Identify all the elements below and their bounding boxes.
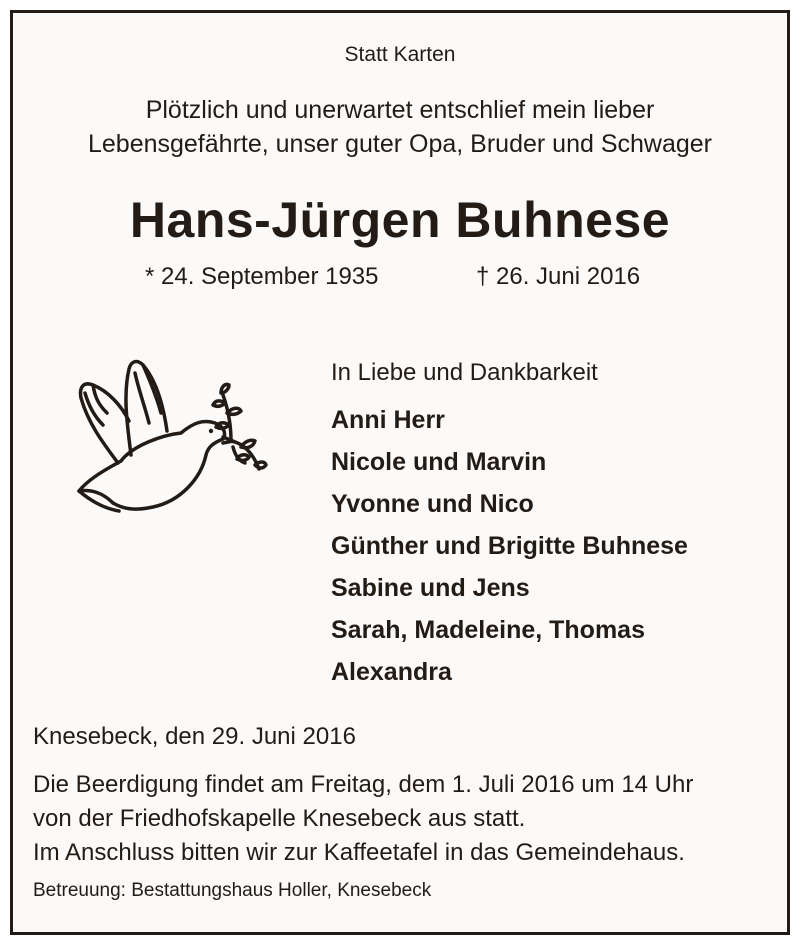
thanks-line: In Liebe und Dankbarkeit <box>331 359 598 386</box>
family-member: Anni Herr <box>331 406 445 434</box>
family-member: Sabine und Jens <box>331 574 530 602</box>
funeral-info <box>33 768 693 870</box>
birth-date: * 24. September 1935 <box>145 263 379 290</box>
dove-icon <box>63 343 268 523</box>
family-member: Yvonne und Nico <box>331 490 534 518</box>
intro-text <box>13 93 787 161</box>
intro-line: Plötzlich und unerwartet entschlief mein lieber <box>145 96 655 124</box>
family-member: Günther und Brigitte Buhnese <box>331 532 688 560</box>
header-text: Statt Karten <box>344 43 456 66</box>
family-member: Sarah, Madeleine, Thomas <box>331 616 645 644</box>
family-list <box>331 399 688 693</box>
place-date: Knesebeck, den 29. Juni 2016 <box>33 723 356 750</box>
deceased-name: Hans-Jürgen Buhnese <box>129 192 671 248</box>
obituary-frame <box>10 10 790 935</box>
family-member: Alexandra <box>331 658 452 686</box>
intro-line: Lebensgefährte, unser guter Opa, Bruder und Schwager <box>87 130 712 158</box>
funeral-line: Die Beerdigung findet am Freitag, dem 1. Juli 2016 um 14 Uhr <box>33 771 694 798</box>
family-member: Nicole und Marvin <box>331 448 547 476</box>
funeral-line: von der Friedhofskapelle Knesebeck aus statt. <box>33 805 526 832</box>
undertaker-line: Betreuung: Bestattungshaus Holler, Knesebeck <box>33 880 432 901</box>
funeral-line: Im Anschluss bitten wir zur Kaffeetafel in das Gemeindehaus. <box>33 839 685 866</box>
death-date: † 26. Juni 2016 <box>476 263 641 290</box>
